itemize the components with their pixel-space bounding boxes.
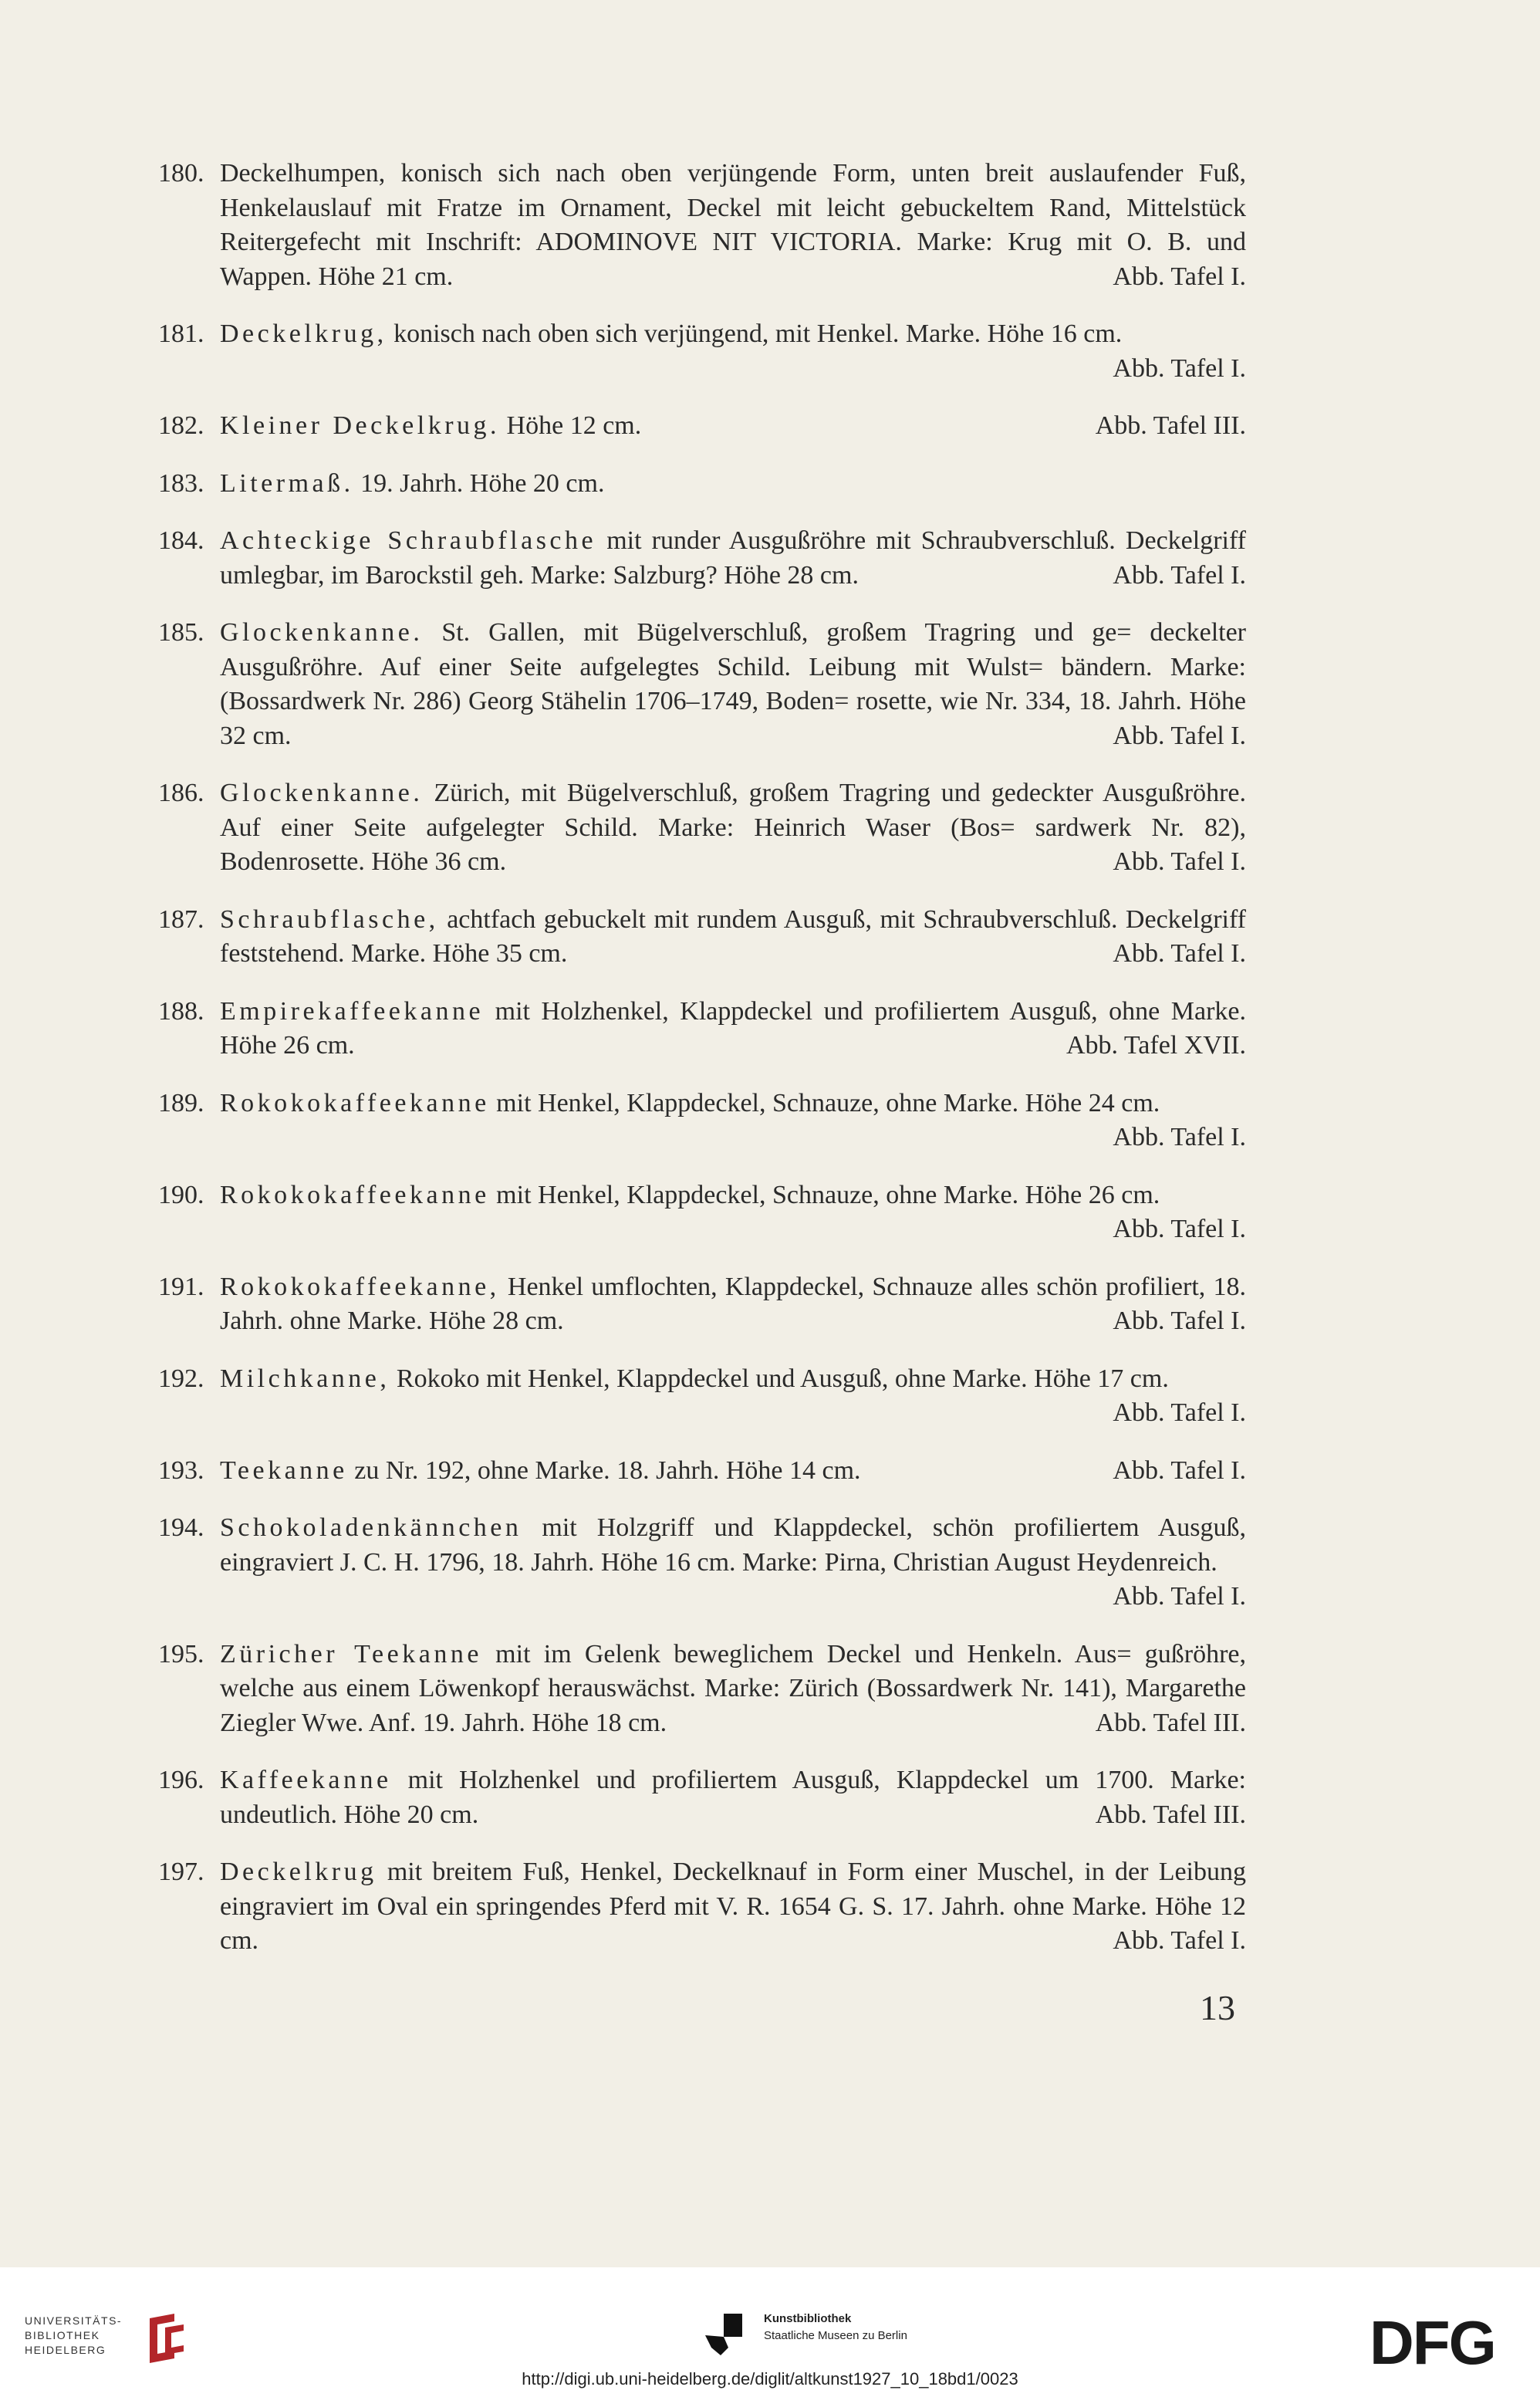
entry-title: Rokokokaffeekanne,: [220, 1272, 500, 1301]
entry-description: [220, 1511, 1247, 1611]
entry-description: [220, 467, 1246, 502]
entry-text: Zürich, mit Bügelverschluß, großem Tragring und gedeckter Ausgußröhre. Auf einer Seite aufgelegter Schild. Marke: Heinrich Waser (Bos= sardwerk Nr. 82), Bodenrosette. Höhe 36 cm.: [220, 779, 1247, 876]
entry-number: 197.: [158, 1858, 204, 1886]
entry-text: Henkel umflochten, Klappdeckel, Schnauze alles schön profiliert, 18. Jahrh. ohne Marke. Höhe 28 cm.: [220, 1272, 1246, 1335]
plate-reference: Abb. Tafel III.: [1095, 411, 1246, 440]
plate-reference: Abb. Tafel III.: [1095, 1800, 1246, 1829]
entry-title: Achteckige Schraubflasche: [220, 526, 597, 555]
entry-title: Rokokokaffeekanne: [220, 1180, 490, 1209]
entry-title: Schraubflasche,: [220, 904, 439, 934]
entry-text: zu Nr. 192, ohne Marke. 18. Jahrh. Höhe 14 cm.: [354, 1455, 861, 1485]
page-number: 13: [1200, 1988, 1235, 2027]
entry-title: Züricher Teekanne: [220, 1639, 482, 1668]
entry-number: 193.: [158, 1455, 204, 1485]
entry-number: 185.: [158, 618, 204, 647]
university-library-logo[interactable]: [25, 2314, 122, 2358]
entry-number: 184.: [158, 526, 204, 555]
plate-reference: Abb. Tafel III.: [1095, 1708, 1246, 1737]
plate-reference: Abb. Tafel I.: [1113, 262, 1246, 291]
entry-description: [220, 616, 1246, 753]
entry-text: achtfach gebuckelt mit rundem Ausguß, mit Schraubverschluß. Deckelgriff feststehend. Marke. Höhe 35 cm.: [220, 904, 1247, 968]
entry-description: [220, 1087, 1246, 1151]
entry-number: 188.: [158, 996, 204, 1026]
catalog-entry: [158, 1454, 1246, 1489]
entry-title: Milchkanne,: [220, 1364, 390, 1393]
catalog-entry: [158, 467, 1246, 502]
entry-title: Teekanne: [220, 1455, 348, 1485]
plate-reference: Abb. Tafel I.: [1113, 721, 1246, 750]
catalog-entry: [158, 1511, 1246, 1614]
entry-text: Deckelhumpen, konisch sich nach oben verjüngende Form, unten breit auslaufender Fuß, Henkelauslauf mit Fratze im Ornament, Deckel mit leicht gebuckeltem Rand, Mittelstück Reitergefecht mit Inschrift: ADOMINOVE NIT VICTORIA. Marke: Krug mit O. B. und Wappen. Höhe 21 cm.: [220, 159, 1246, 291]
entry-text: Rokoko mit Henkel, Klappdeckel und Ausguß, ohne Marke. Höhe 17 cm.: [396, 1364, 1169, 1393]
entry-description: [220, 524, 1246, 593]
entry-title: Schokoladenkännchen: [220, 1513, 522, 1542]
catalog-entry: [158, 616, 1246, 753]
entry-title: Empirekaffeekanne: [220, 996, 485, 1026]
entry-title: Kleiner Deckelkrug.: [220, 411, 501, 440]
entry-text: mit Holzhenkel, Klappdeckel und profiliertem Ausguß, ohne Marke. Höhe 26 cm.: [220, 996, 1247, 1060]
entry-title: Litermaß.: [220, 468, 354, 498]
entry-number: 183.: [158, 468, 204, 498]
catalog-entry: [158, 1270, 1246, 1339]
kunstbibliothek-title: Kunstbibliothek: [764, 2312, 852, 2325]
catalog-entry: [158, 1855, 1246, 1959]
entry-number: 196.: [158, 1766, 204, 1794]
entry-text: mit Holzhenkel und profiliertem Ausguß, Klappdeckel um 1700. Marke: undeutlich. Höhe 20 cm.: [220, 1766, 1246, 1829]
entry-text: konisch nach oben sich verjüngend, mit Henkel. Marke. Höhe 16 cm.: [393, 319, 1123, 348]
entry-number: 182.: [158, 411, 204, 440]
kunstbibliothek-logo[interactable]: [764, 2311, 907, 2345]
catalog-entry: [158, 903, 1246, 972]
entry-text: mit Henkel, Klappdeckel, Schnauze, ohne Marke. Höhe 24 cm.: [496, 1088, 1160, 1117]
university-logo-line: HEIDELBERG: [25, 2344, 106, 2356]
entry-description: [220, 1855, 1246, 1959]
source-url-link[interactable]: http://digi.ub.uni-heidelberg.de/diglit/altkunst1927_10_18bd1/0023: [522, 2369, 1018, 2389]
plate-reference: Abb. Tafel I.: [1113, 353, 1246, 383]
plate-reference: Abb. Tafel I.: [1113, 847, 1246, 876]
catalog-entry: [158, 1087, 1246, 1155]
entry-description: [220, 776, 1246, 880]
entry-description: [220, 409, 1246, 444]
entry-title: Rokokokaffeekanne: [220, 1088, 490, 1117]
plate-reference: Abb. Tafel I.: [1113, 1398, 1246, 1427]
catalog-entry: [158, 1362, 1246, 1431]
plate-reference: Abb. Tafel I.: [1113, 1455, 1246, 1485]
entry-description: [220, 903, 1246, 972]
catalog-entry: [158, 317, 1246, 386]
plate-reference: Abb. Tafel I.: [1113, 1123, 1246, 1151]
entry-number: 194.: [158, 1513, 204, 1542]
entry-text: mit breitem Fuß, Henkel, Deckelknauf in Form einer Muschel, in der Leibung eingraviert im Oval ein springendes Pferd mit V. R. 1654 G. S. 17. Jahrh. ohne Marke. Höhe 12 cm.: [220, 1858, 1246, 1955]
entry-description: [220, 995, 1246, 1063]
catalog-entry: [158, 409, 1246, 444]
plate-reference: Abb. Tafel I.: [1113, 1307, 1246, 1335]
entry-title: Kaffeekanne: [220, 1766, 392, 1794]
entry-number: 186.: [158, 779, 204, 807]
entry-description: [220, 1454, 1246, 1489]
footer-bar: [0, 2267, 1540, 2397]
catalog-entry: [158, 1178, 1246, 1247]
catalog-entry: [158, 776, 1246, 880]
entry-text: mit im Gelenk beweglichem Deckel und Henkeln. Aus= gußröhre, welche aus einem Löwenkopf herauswächst. Marke: Zürich (Bossardwerk Nr. 141), Margarethe Ziegler Wwe. Anf. 19. Jahrh. Höhe 18 cm.: [220, 1639, 1247, 1737]
entry-number: 180.: [158, 159, 204, 188]
entry-number: 191.: [158, 1272, 204, 1301]
entry-text: Höhe 12 cm.: [506, 411, 642, 440]
entry-description: [220, 1270, 1246, 1339]
catalog-entry: [158, 524, 1246, 593]
university-emblem-icon: [144, 2311, 190, 2365]
plate-reference: Abb. Tafel I.: [1113, 1926, 1246, 1955]
entry-text: 19. Jahrh. Höhe 20 cm.: [360, 468, 605, 498]
entry-description: [220, 1638, 1246, 1741]
entry-text: mit runder Ausgußröhre mit Schraubverschluß. Deckelgriff umlegbar, im Barockstil geh. Marke: Salzburg? Höhe 28 cm.: [220, 526, 1246, 590]
catalog-list: [158, 157, 1246, 1982]
entry-text: mit Henkel, Klappdeckel, Schnauze, ohne Marke. Höhe 26 cm.: [496, 1180, 1160, 1209]
entry-number: 181.: [158, 319, 204, 348]
catalog-entry: [158, 157, 1246, 294]
plate-reference: Abb. Tafel XVII.: [1066, 1031, 1246, 1060]
entry-title: Glockenkanne.: [220, 779, 424, 807]
catalog-entry: [158, 1763, 1246, 1832]
plate-reference: Abb. Tafel I.: [1113, 1582, 1246, 1611]
entry-title: Deckelkrug: [220, 1858, 377, 1886]
entry-description: [220, 1178, 1246, 1243]
university-logo-line: BIBLIOTHEK: [25, 2329, 100, 2341]
entry-description: [220, 1362, 1246, 1427]
entry-text: St. Gallen, mit Bügelverschluß, großem Tragring und ge= deckelter Ausgußröhre. Auf einer Seite aufgelegtes Schild. Leibung mit Wulst= bändern. Marke: (Bossardwerk Nr. 286) Georg Stähelin 1706–1749, Boden= rosette, wie Nr. 334, 18. Jahrh. Höhe 32 cm.: [220, 618, 1247, 750]
entry-description: [220, 317, 1246, 383]
entry-description: [220, 157, 1246, 294]
catalog-entry: [158, 1638, 1246, 1741]
kunstbibliothek-emblem-icon: [705, 2314, 742, 2355]
entry-title: Glockenkanne.: [220, 618, 424, 647]
entry-number: 189.: [158, 1088, 204, 1117]
plate-reference: Abb. Tafel I.: [1113, 1215, 1246, 1243]
kunstbibliothek-subtitle: Staatliche Museen zu Berlin: [764, 2329, 907, 2342]
entry-title: Deckelkrug,: [220, 319, 387, 348]
entry-text: mit Holzgriff und Klappdeckel, schön profiliertem Ausguß, eingraviert J. C. H. 1796, 18. Jahrh. Höhe 16 cm. Marke: Pirna, Christian August Heydenreich.: [220, 1513, 1247, 1577]
dfg-logo[interactable]: DFG: [1369, 2308, 1495, 2377]
entry-number: 187.: [158, 904, 204, 934]
entry-number: 192.: [158, 1364, 204, 1393]
university-logo-line: UNIVERSITÄTS-: [25, 2314, 123, 2327]
entry-number: 190.: [158, 1180, 204, 1209]
catalog-entry: [158, 995, 1246, 1063]
plate-reference: Abb. Tafel I.: [1113, 939, 1246, 968]
plate-reference: Abb. Tafel I.: [1113, 560, 1246, 590]
entry-description: [220, 1763, 1246, 1832]
entry-number: 195.: [158, 1639, 204, 1668]
